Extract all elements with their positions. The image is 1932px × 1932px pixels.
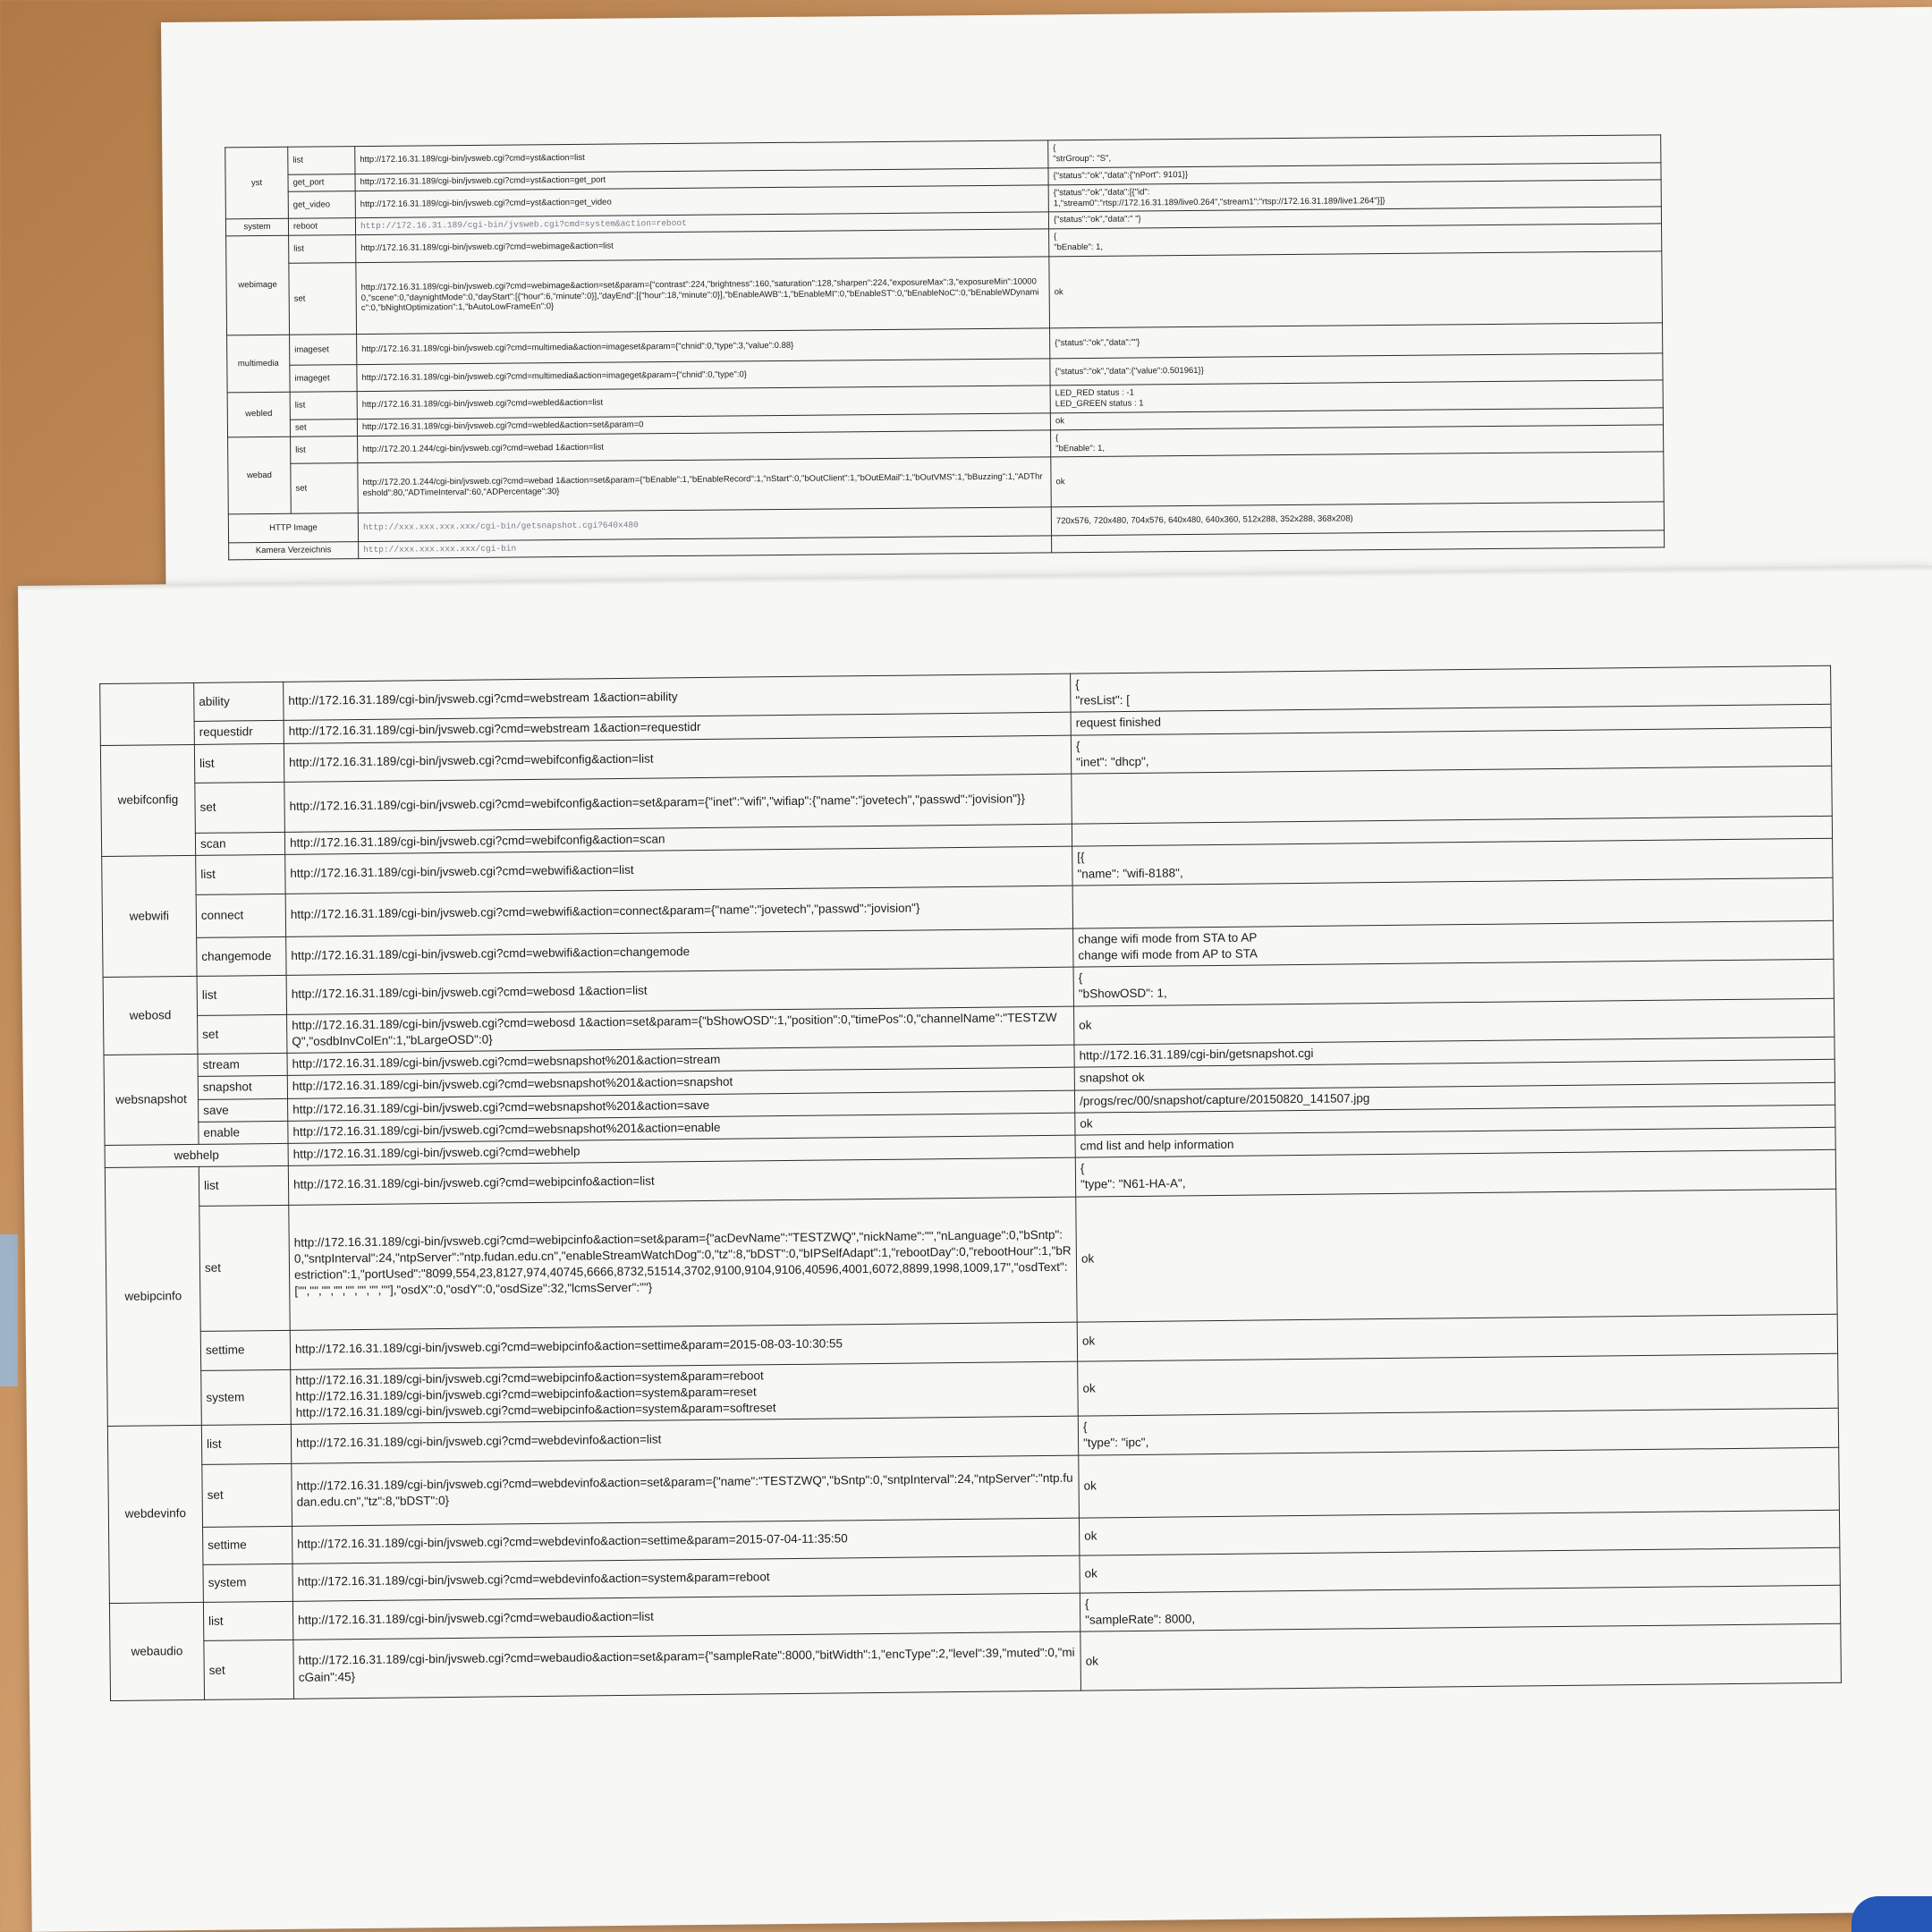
group-cell: webad <box>228 436 292 514</box>
url-cell: http://172.16.31.189/cgi-bin/jvsweb.cgi?cmd=websnapshot%201&action=enable <box>288 1113 1075 1143</box>
response-cell: { "type": "N61-HA-A", <box>1075 1149 1835 1196</box>
response-cell: { "bEnable": 1, <box>1051 424 1664 457</box>
group-cell: webimage <box>226 236 290 335</box>
action-cell: list <box>201 1425 291 1464</box>
response-cell: ok <box>1078 1353 1839 1417</box>
url-cell: http://172.16.31.189/cgi-bin/jvsweb.cgi?cmd=webimage&action=list <box>356 229 1049 263</box>
response-cell: {"status":"ok","data":{"nPort": 9101}} <box>1048 163 1661 185</box>
group-cell: webaudio <box>109 1602 204 1701</box>
response-cell: ok <box>1077 1314 1837 1361</box>
response-cell: {"status":"ok","data":[{"id": 1,"stream0":"rtsp://172.16.31.189/live0.264","stream1":"rtsp://172.16.31.189/live1.264"}]} <box>1048 179 1661 212</box>
response-cell: ok <box>1073 998 1834 1045</box>
url-cell: http://172.16.31.189/cgi-bin/jvsweb.cgi?cmd=yst&action=get_video <box>355 184 1048 218</box>
url-cell: http://172.16.31.189/cgi-bin/jvsweb.cgi?cmd=webwifi&action=connect&param={"name":"jovetech","passwd":"jovision"} <box>285 886 1072 936</box>
action-cell: system <box>203 1563 292 1602</box>
url-cell: http://172.16.31.189/cgi-bin/jvsweb.cgi?cmd=webimage&action=set&param={"contrast":224,"brightness":160,"saturation":128,"sharpen":224,"exposureMax":3,"exposureMin":100000,"scene":0,"daynightMode":0,"dayStart":[{"hour":6,"minute":0}],"dayEnd":[{"hour":18,"minute":0}],"bEnableAWB":1,"bEnableMI":0,"bEnableST":0,"bEnableNoC":0,"bEnableWDynamic":0,"bNightOptimization":1,"bAutoLowFrameEn":0} <box>356 257 1050 335</box>
response-cell: ok <box>1050 408 1663 430</box>
action-cell: get_video <box>288 191 355 218</box>
response-cell: ok <box>1076 1189 1837 1322</box>
response-cell: { "bEnable": 1, <box>1049 224 1662 257</box>
action-cell: list <box>196 855 285 894</box>
response-cell: {"status":"ok","data":" "} <box>1048 207 1661 229</box>
url-cell: http://172.16.31.189/cgi-bin/jvsweb.cgi?cmd=webipcinfo&action=system&param=reboot http://172.16.31.189/cgi-bin/jvsweb.cgi?cmd=webipcinfo&action=system&param=reset http://172.16.31.189/cgi-bin/jvsweb.cgi?cmd=webipcinfo&action=system&param=softreset <box>291 1361 1079 1425</box>
action-cell: set <box>289 263 357 335</box>
url-cell: http://172.16.31.189/cgi-bin/jvsweb.cgi?cmd=webipcinfo&action=set&param={"acDevName":"TESTZWQ","nickName":"","nLanguage":0,"bSntp":0,"sntpInterval":24,"ntpServer":"ntp.fudan.edu.cn","enableStreamWatchDog":0,"tz":8,"bDST":0,"bIPSelfAdapt":1,"rebootDay":0,"rebootHour":1,"bRestriction":1,"portUsed":"8099,554,23,8127,974,40745,6666,8732,51514,3702,9100,9104,9106,40596,4001,6072,8899,1998,1009,17","osdText":["","","","","","","",""],"osdX":0,"osdY":0,"osdSize":32,"lcmsServer":""} <box>289 1197 1077 1330</box>
table-row <box>226 251 1663 335</box>
group-cell: webdevinfo <box>107 1426 203 1604</box>
url-cell: http://172.16.31.189/cgi-bin/jvsweb.cgi?cmd=multimedia&action=imageset&param={"chnid":0,"type":3,"value":0.88} <box>357 328 1050 365</box>
action-cell: connect <box>196 894 285 937</box>
response-cell: request finished <box>1071 705 1831 735</box>
url-cell: http://172.16.31.189/cgi-bin/jvsweb.cgi?cmd=webstream 1&action=requestidr <box>284 713 1071 743</box>
group-cell: HTTP Image <box>228 513 358 543</box>
action-cell: list <box>194 743 284 783</box>
response-cell: { "bShowOSD": 1, <box>1073 959 1834 1005</box>
url-cell: http://172.16.31.189/cgi-bin/jvsweb.cgi?cmd=webipcinfo&action=settime&param=2015-08-03-10:30:55 <box>290 1322 1077 1369</box>
url-cell: http://172.16.31.189/cgi-bin/jvsweb.cgi?cmd=yst&action=get_port <box>355 168 1048 191</box>
action-cell: get_port <box>288 174 355 191</box>
group-cell: system <box>225 219 288 236</box>
url-cell: http://172.16.31.189/cgi-bin/jvsweb.cgi?cmd=webled&action=list <box>357 386 1050 419</box>
response-cell: ok <box>1080 1623 1842 1690</box>
url-cell: http://172.16.31.189/cgi-bin/jvsweb.cgi?cmd=multimedia&action=imageget&param={"chnid":0,"type":0} <box>357 359 1050 392</box>
url-cell: http://172.16.31.189/cgi-bin/jvsweb.cgi?cmd=webstream 1&action=ability <box>284 674 1071 721</box>
response-cell: {"status":"ok","data":{"value":0.501961}} <box>1050 353 1663 386</box>
group-cell: webifconfig <box>100 744 195 857</box>
group-cell: websnapshot <box>104 1054 199 1145</box>
group-cell <box>100 682 195 745</box>
response-cell <box>1072 766 1833 824</box>
action-cell: reboot <box>288 218 355 236</box>
action-cell: enable <box>199 1121 288 1144</box>
url-cell: http://172.16.31.189/cgi-bin/jvsweb.cgi?cmd=webaudio&action=set&param={"sampleRate":8000,"bitWidth":1,"encType":2,"level":39,"muted":0,"micGain":45} <box>293 1631 1081 1699</box>
action-cell: set <box>195 782 285 833</box>
url-cell: http://172.16.31.189/cgi-bin/jvsweb.cgi?cmd=webdevinfo&action=set&param={"name":"TESTZWQ","bSntp":0,"sntpInterval":24,"ntpServer":"ntp.fudan.edu.cn","tz":8,"bDST":0} <box>292 1455 1080 1526</box>
action-cell: list <box>290 392 357 419</box>
response-cell: { "resList": [ <box>1071 665 1831 712</box>
action-cell: requestidr <box>194 721 284 744</box>
action-cell: imageget <box>290 365 357 393</box>
action-cell: settime <box>203 1526 292 1564</box>
url-cell: http://172.16.31.189/cgi-bin/jvsweb.cgi?cmd=websnapshot%201&action=snapshot <box>287 1067 1074 1097</box>
url-cell: http://172.16.31.189/cgi-bin/jvsweb.cgi?cmd=webifconfig&action=list <box>284 735 1071 783</box>
cable <box>0 1234 18 1386</box>
action-cell: list <box>289 235 356 263</box>
action-cell: set <box>202 1463 292 1527</box>
url-cell: http://172.16.31.189/cgi-bin/jvsweb.cgi?cmd=webwifi&action=list <box>285 846 1072 894</box>
action-cell: set <box>198 1014 287 1054</box>
response-cell: ok <box>1051 452 1664 507</box>
url-cell: http://172.16.31.189/cgi-bin/jvsweb.cgi?cmd=webosd 1&action=set&param={"bShowOSD":1,"position":0,"timePos":0,"channelName":"TESTZWQ","osdbInvColEn":1,"bLargeOSD":0} <box>287 1006 1074 1054</box>
action-cell: set <box>291 463 358 514</box>
group-cell: multimedia <box>227 335 291 393</box>
document-sheet-bottom <box>18 566 1932 1932</box>
table-row <box>106 1189 1837 1332</box>
action-cell: list <box>203 1601 292 1640</box>
response-cell: /progs/rec/00/snapshot/capture/20150820_141507.jpg <box>1074 1082 1835 1113</box>
response-cell: change wifi mode from STA to AP change wifi mode from AP to STA <box>1073 920 1834 967</box>
action-cell: list <box>199 1166 288 1206</box>
action-cell: changemode <box>197 936 286 976</box>
group-cell: webled <box>227 392 290 436</box>
url-cell: http://172.16.31.189/cgi-bin/jvsweb.cgi?cmd=webifconfig&action=scan <box>284 824 1072 854</box>
response-cell: 720x576, 720x480, 704x576, 640x480, 640x360, 512x288, 352x288, 368x208) <box>1051 502 1664 536</box>
action-cell: set <box>204 1640 294 1699</box>
url-cell: http://172.16.31.189/cgi-bin/jvsweb.cgi?cmd=webdevinfo&action=list <box>291 1416 1078 1463</box>
response-cell: { "type": "ipc", <box>1078 1408 1838 1454</box>
action-cell: list <box>288 147 355 174</box>
document-sheet-top <box>161 7 1932 631</box>
action-cell: scan <box>195 832 284 855</box>
response-cell: cmd list and help information <box>1075 1127 1835 1157</box>
url-cell: http://172.20.1.244/cgi-bin/jvsweb.cgi?cmd=webad 1&action=set&param={"bEnable":1,"bEnableRecord":1,"nStart":0,"bOutClient":1,"bOutEMail":1,"bOutVMS":1,"bBuzzing":1,"ADThreshold":80,"ADTimeInterval":60,"ADPercentage":30} <box>358 457 1051 513</box>
action-cell: stream <box>198 1053 287 1076</box>
api-table-top <box>225 134 1665 560</box>
response-cell: snapshot ok <box>1074 1060 1835 1090</box>
action-cell: imageset <box>290 335 357 366</box>
action-cell: settime <box>200 1330 290 1370</box>
url-cell: http://172.16.31.189/cgi-bin/jvsweb.cgi?cmd=yst&action=list <box>355 140 1048 174</box>
action-cell: ability <box>194 682 284 721</box>
url-cell: http://172.16.31.189/cgi-bin/jvsweb.cgi?cmd=webosd 1&action=list <box>286 967 1073 1014</box>
action-cell: snapshot <box>198 1076 287 1099</box>
url-cell: http://172.16.31.189/cgi-bin/jvsweb.cgi?cmd=webdevinfo&action=system&param=reboot <box>292 1555 1080 1601</box>
action-cell: system <box>201 1369 292 1426</box>
response-cell: {"status":"ok","data":""} <box>1050 323 1663 359</box>
group-cell: Kamera Verzeichnis <box>229 542 359 560</box>
url-cell: http://172.16.31.189/cgi-bin/jvsweb.cgi?cmd=system&action=reboot <box>355 212 1048 235</box>
url-cell: http://172.20.1.244/cgi-bin/jvsweb.cgi?cmd=webad 1&action=list <box>358 429 1051 463</box>
response-cell: ok <box>1075 1105 1835 1135</box>
group-cell: webosd <box>103 977 198 1055</box>
api-table-bottom <box>99 665 1842 1701</box>
group-cell: webipcinfo <box>105 1167 201 1427</box>
response-cell: ok <box>1079 1510 1839 1555</box>
response-cell: [{ "name": "wifi-8188", <box>1072 839 1833 886</box>
response-cell: ok <box>1049 251 1663 328</box>
url-cell: http://172.16.31.189/cgi-bin/jvsweb.cgi?cmd=websnapshot%201&action=save <box>288 1090 1075 1121</box>
url-cell: http://172.16.31.189/cgi-bin/jvsweb.cgi?cmd=webled&action=set&param=0 <box>357 413 1050 436</box>
group-cell: webhelp <box>105 1143 288 1167</box>
action-cell: set <box>199 1205 290 1331</box>
response-cell: http://172.16.31.189/cgi-bin/getsnapshot.cgi <box>1074 1037 1835 1067</box>
response-cell: { "inet": "dhcp", <box>1071 727 1831 774</box>
url-cell: http://172.16.31.189/cgi-bin/jvsweb.cgi?cmd=webipcinfo&action=list <box>288 1157 1075 1205</box>
url-cell: http://172.16.31.189/cgi-bin/jvsweb.cgi?cmd=websnapshot%201&action=stream <box>287 1045 1074 1075</box>
action-cell: list <box>291 436 358 463</box>
url-cell: http://172.16.31.189/cgi-bin/jvsweb.cgi?cmd=webdevinfo&action=settime&param=2015-07-04-11:35:50 <box>292 1518 1080 1563</box>
response-cell: ok <box>1079 1447 1840 1518</box>
group-cell: webwifi <box>102 856 197 978</box>
blue-object <box>1852 1896 1932 1932</box>
action-cell: list <box>197 976 286 1015</box>
action-cell: save <box>199 1098 288 1122</box>
response-cell: ok <box>1080 1547 1840 1593</box>
url-cell: http://172.16.31.189/cgi-bin/jvsweb.cgi?cmd=webwifi&action=changemode <box>286 928 1073 976</box>
url-cell: http://172.16.31.189/cgi-bin/jvsweb.cgi?cmd=webhelp <box>288 1135 1075 1165</box>
url-cell: http://xxx.xxx.xxx.xxx/cgi-bin <box>359 536 1052 559</box>
group-cell: yst <box>225 147 289 219</box>
response-cell: { "sampleRate": 8000, <box>1080 1585 1840 1631</box>
url-cell: http://xxx.xxx.xxx.xxx/cgi-bin/getsnapshot.cgi?640x480 <box>358 507 1051 542</box>
url-cell: http://172.16.31.189/cgi-bin/jvsweb.cgi?cmd=webifconfig&action=set&param={"inet":"wifi","wifiap":{"name":"jovetech","passwd":"jovision"}} <box>284 774 1072 832</box>
action-cell: set <box>290 419 357 436</box>
response-cell: LED_RED status : -1 LED_GREEN status : 1 <box>1050 380 1663 413</box>
url-cell: http://172.16.31.189/cgi-bin/jvsweb.cgi?cmd=webaudio&action=list <box>292 1593 1080 1640</box>
response-cell: { "strGroup": "S", <box>1048 135 1661 168</box>
